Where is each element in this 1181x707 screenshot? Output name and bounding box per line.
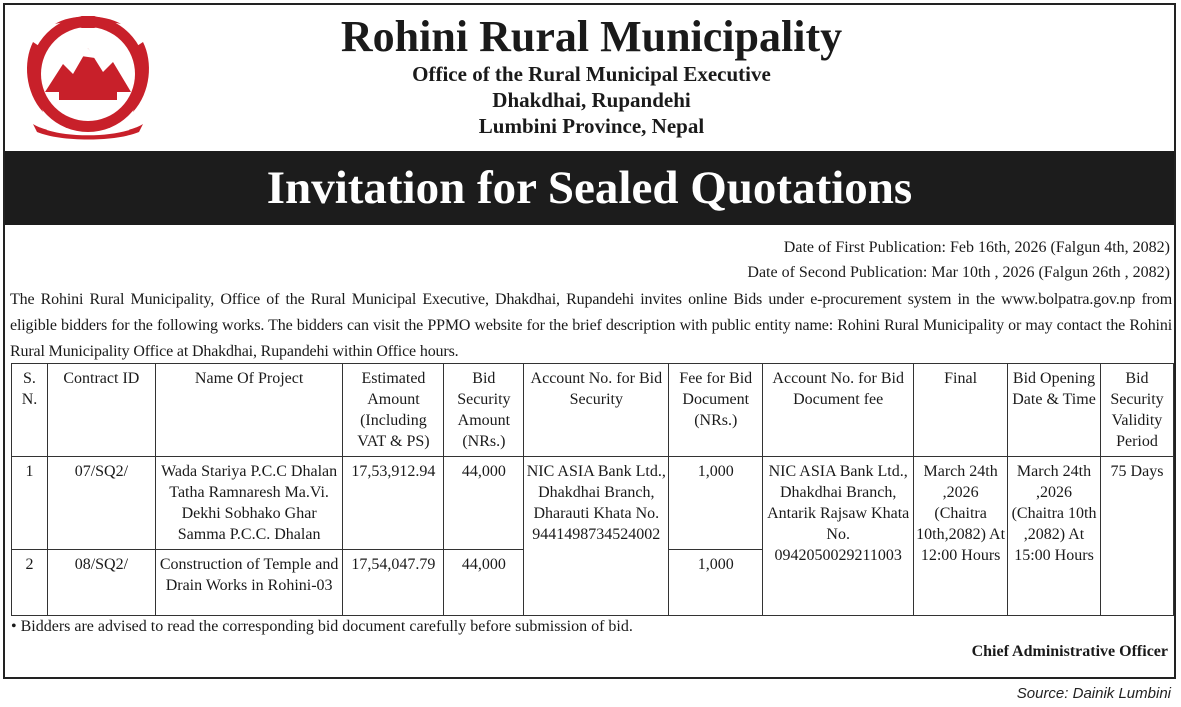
second-publication-date: Date of Second Publication: Mar 10th , 2026 (Falgun 26th , 2082) bbox=[747, 264, 1170, 281]
col-header-estimated-amount: Estimated Amount (Including VAT & PS) bbox=[343, 364, 444, 457]
cell-estimated-amount: 17,54,047.79 bbox=[343, 550, 444, 616]
cell-opening: March 24th ,2026 (Chaitra 10th ,2082) At 15:00 Hours bbox=[1008, 457, 1101, 616]
cell-bid-security: 44,000 bbox=[444, 457, 524, 550]
col-header-validity: Bid Security Validity Period bbox=[1100, 364, 1173, 457]
cell-document-fee: 1,000 bbox=[669, 550, 763, 616]
bid-table bbox=[11, 363, 1174, 616]
cell-sn: 2 bbox=[12, 550, 48, 616]
cell-project: Construction of Temple and Drain Works in Rohini-03 bbox=[155, 550, 343, 616]
cell-contract-id: 07/SQ2/ bbox=[47, 457, 155, 550]
cell-bid-security: 44,000 bbox=[444, 550, 524, 616]
col-header-project: Name Of Project bbox=[155, 364, 343, 457]
col-header-security-account: Account No. for Bid Security bbox=[524, 364, 669, 457]
table-row bbox=[12, 457, 1174, 550]
bidder-advisory-note: • Bidders are advised to read the corresponding bid document carefully before submission of bid. bbox=[11, 618, 633, 635]
office-province: Lumbini Province, Nepal bbox=[478, 114, 705, 138]
cell-estimated-amount: 17,53,912.94 bbox=[343, 457, 444, 550]
col-header-fee-account: Account No. for Bid Document fee bbox=[763, 364, 914, 457]
col-header-sn: S. N. bbox=[12, 364, 48, 457]
col-header-opening: Bid Opening Date & Time bbox=[1008, 364, 1101, 457]
col-header-contract-id: Contract ID bbox=[47, 364, 155, 457]
office-name: Office of the Rural Municipal Executive bbox=[412, 62, 771, 86]
cell-final: March 24th ,2026 (Chaitra 10th,2082) At 12:00 Hours bbox=[914, 457, 1008, 616]
intro-paragraph: The Rohini Rural Municipality, Office of the Rural Municipal Executive, Dhakdhai, Rupandehi invites online Bids under e-procurement system in the www.bolpatra.gov.np from eligible bidders for the following works. The bidders can visit the PPMO website for the brief description with public entity name: Rohini Rural Municipality or may contact the Rohini Rural Municipality Office at Dhakdhai, Rupandehi within Office hours. bbox=[10, 291, 1172, 360]
signatory-title: Chief Administrative Officer bbox=[971, 643, 1168, 660]
municipality-title: Rohini Rural Municipality bbox=[340, 12, 843, 61]
tender-notice bbox=[3, 3, 1176, 679]
col-header-final: Final bbox=[914, 364, 1008, 457]
cell-project: Wada Stariya P.C.C Dhalan Tatha Ramnaresh Ma.Vi. Dekhi Sobhako Ghar Samma P.C.C. Dhalan bbox=[155, 457, 343, 550]
cell-fee-account: NIC ASIA Bank Ltd., Dhakdhai Branch, Antarik Rajsaw Khata No. 0942050029211003 bbox=[763, 457, 914, 616]
cell-validity: 75 Days bbox=[1100, 457, 1173, 616]
notice-banner: Invitation for Sealed Quotations bbox=[5, 151, 1174, 225]
cell-security-account: NIC ASIA Bank Ltd., Dhakdhai Branch, Dharauti Khata No. 9441498734524002 bbox=[524, 457, 669, 616]
cell-document-fee: 1,000 bbox=[669, 457, 763, 550]
source-credit: Source: Dainik Lumbini bbox=[1016, 685, 1171, 702]
table-header-row bbox=[12, 364, 1174, 457]
col-header-document-fee: Fee for Bid Document (NRs.) bbox=[669, 364, 763, 457]
cell-sn: 1 bbox=[12, 457, 48, 550]
office-location: Dhakdhai, Rupandehi bbox=[492, 88, 691, 112]
col-header-bid-security: Bid Security Amount (NRs.) bbox=[444, 364, 524, 457]
cell-contract-id: 08/SQ2/ bbox=[47, 550, 155, 616]
first-publication-date: Date of First Publication: Feb 16th, 2026 (Falgun 4th, 2082) bbox=[783, 239, 1170, 256]
